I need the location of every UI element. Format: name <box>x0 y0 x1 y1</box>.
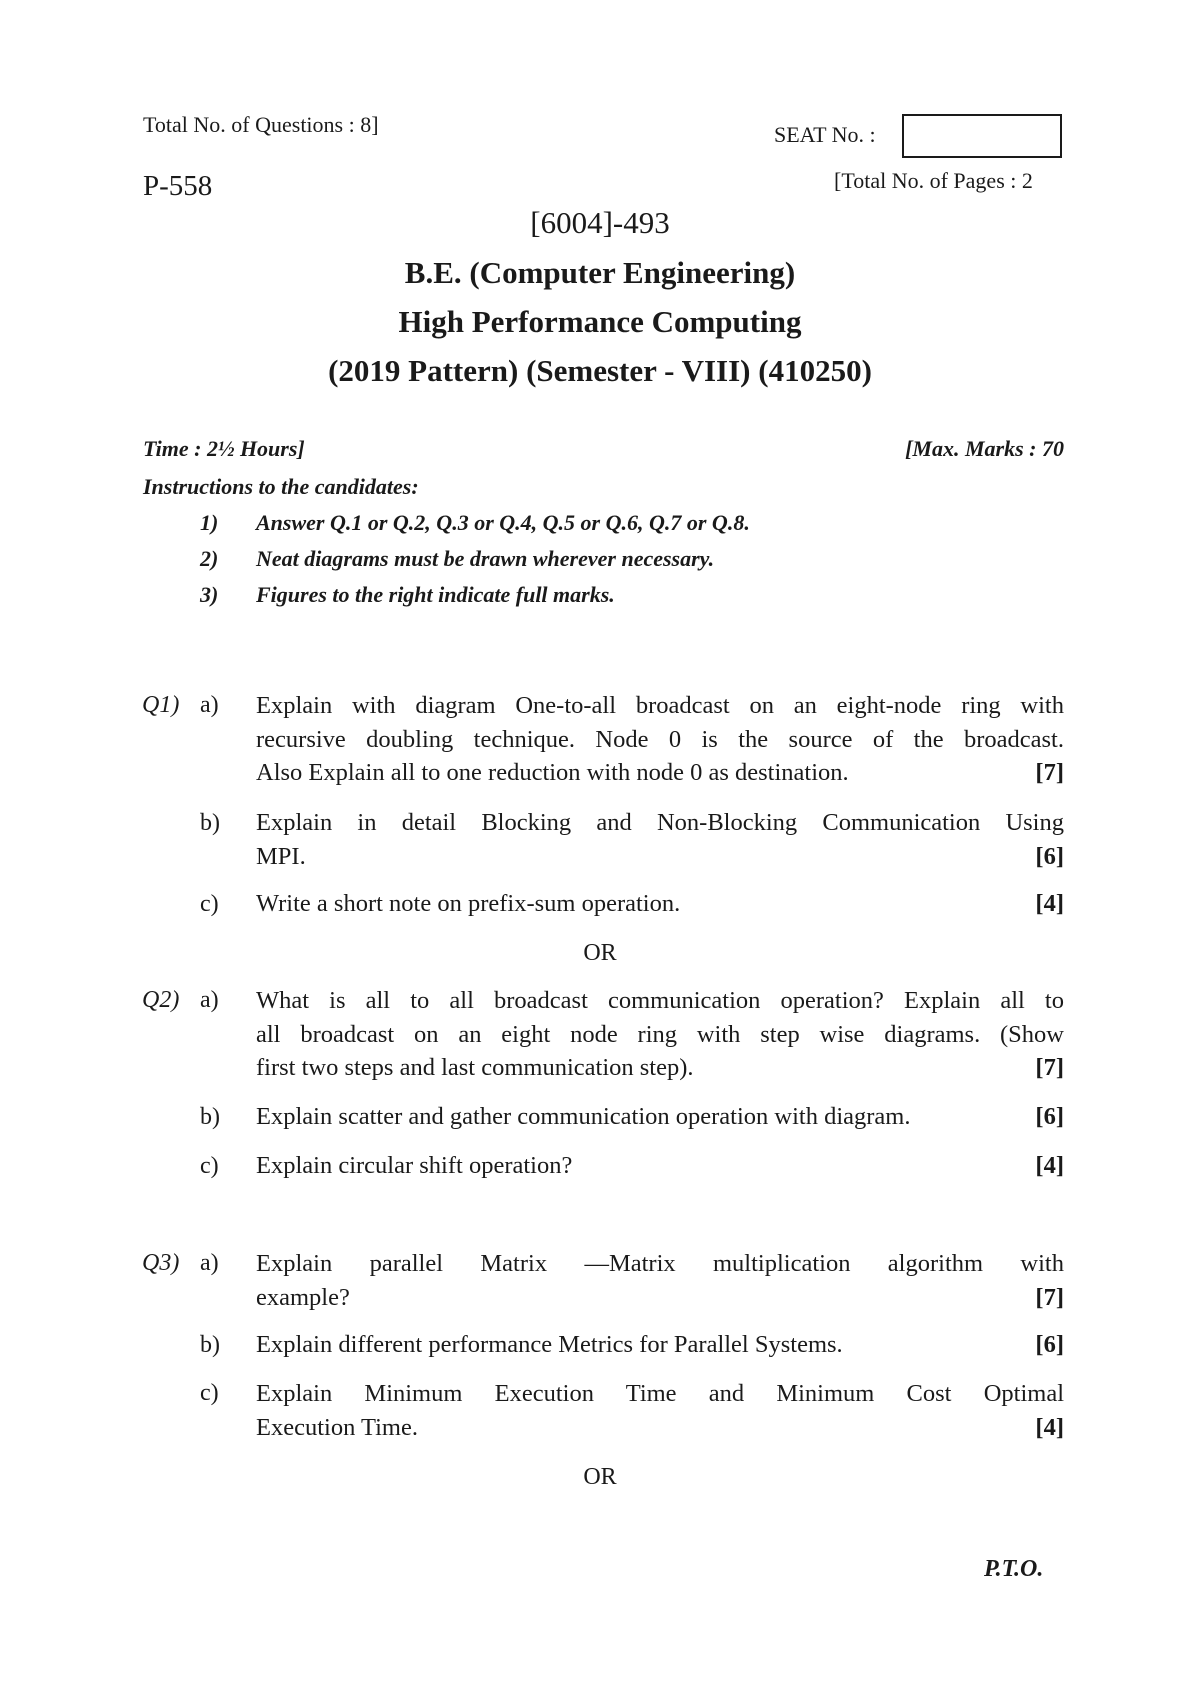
time-allowed: Time : 2½ Hours] <box>143 436 305 461</box>
question-text <box>256 1377 1064 1444</box>
instructions-heading: Instructions to the candidates: <box>143 474 419 499</box>
pto-footer: P.T.O. <box>984 1556 1044 1582</box>
question-text <box>256 806 1064 873</box>
question-text <box>256 1328 1064 1362</box>
question-label: Q3) <box>142 1250 180 1276</box>
question-line-text: first two steps and last communication step). <box>256 1054 694 1081</box>
question-line-last <box>256 756 1064 790</box>
question-line-text: Explain different performance Metrics for Parallel Systems. <box>256 1331 843 1358</box>
marks: [6] <box>1035 1331 1064 1358</box>
question-line-text: Write a short note on prefix-sum operation. <box>256 890 681 917</box>
subpart-label: b) <box>200 1104 220 1130</box>
question-text <box>256 689 1064 790</box>
subpart-label: b) <box>200 810 220 836</box>
subpart-label: b) <box>200 1332 220 1358</box>
question-line: all broadcast on an eight node ring with step wise diagrams. (Show <box>256 1020 1064 1048</box>
question-line: recursive doubling technique. Node 0 is the source of the broadcast. <box>256 725 1064 753</box>
question-line: Explain in detail Blocking and Non-Blocking Communication Using <box>256 809 1064 836</box>
question-text <box>256 887 1064 921</box>
seat-label: SEAT No. : <box>774 122 876 147</box>
question-line-text: Explain circular shift operation? <box>256 1152 573 1179</box>
subpart-label: c) <box>200 1153 219 1179</box>
question-line-last <box>256 1411 1064 1445</box>
instruction-text: Neat diagrams must be drawn wherever necessary. <box>256 546 715 571</box>
question-line-last <box>256 840 1064 874</box>
instruction-number: 2) <box>200 546 219 571</box>
question-line: What is all to all broadcast communication operation? Explain all to <box>256 987 1064 1014</box>
question-text <box>256 1149 1064 1183</box>
subpart-label: c) <box>200 891 219 917</box>
subpart-label: c) <box>200 1380 219 1406</box>
question-text <box>256 1247 1064 1314</box>
degree-title: B.E. (Computer Engineering) <box>404 255 796 290</box>
marks: [4] <box>1035 1152 1064 1179</box>
subject-title: High Performance Computing <box>398 304 802 339</box>
question-line: Explain with diagram One-to-all broadcast on an eight-node ring with <box>256 692 1064 719</box>
question-text <box>256 1100 1064 1134</box>
marks: [4] <box>1035 1413 1064 1441</box>
exam-code: [6004]-493 <box>530 205 670 240</box>
subpart-label: a) <box>200 692 219 718</box>
or-separator: OR <box>583 1464 617 1490</box>
total-pages: [Total No. of Pages : 2 <box>834 168 1033 193</box>
paper-code: P-558 <box>143 170 213 202</box>
instruction-number: 3) <box>200 582 219 607</box>
or-separator: OR <box>583 940 617 966</box>
question-line: Explain parallel Matrix —Matrix multiplication algorithm with <box>256 1250 1064 1277</box>
question-text <box>256 984 1064 1085</box>
total-questions: Total No. of Questions : 8] <box>143 112 379 137</box>
question-line-text: Execution Time. <box>256 1413 418 1441</box>
pattern-title: (2019 Pattern) (Semester - VIII) (410250) <box>328 353 872 388</box>
marks: [7] <box>1035 1054 1064 1081</box>
question-line-text: Explain scatter and gather communication operation with diagram. <box>256 1103 911 1130</box>
question-label: Q2) <box>142 987 180 1013</box>
question-line-last <box>256 1281 1064 1315</box>
question-label: Q1) <box>142 692 180 718</box>
question-line-last <box>256 1100 1064 1134</box>
question-line-last <box>256 887 1064 921</box>
marks: [6] <box>1035 1103 1064 1130</box>
marks: [7] <box>1035 759 1064 786</box>
marks: [6] <box>1035 842 1064 870</box>
seat-number-box <box>902 114 1062 158</box>
question-line-text: MPI. <box>256 842 306 870</box>
question-line-text: example? <box>256 1283 350 1311</box>
instruction-text: Answer Q.1 or Q.2, Q.3 or Q.4, Q.5 or Q.6, Q.7 or Q.8. <box>256 510 750 535</box>
question-line-last <box>256 1149 1064 1183</box>
question-line-text: Also Explain all to one reduction with node 0 as destination. <box>256 759 849 786</box>
question-line-last <box>256 1051 1064 1085</box>
subpart-label: a) <box>200 1250 219 1276</box>
instruction-number: 1) <box>200 510 219 535</box>
question-line: Explain Minimum Execution Time and Minimum Cost Optimal <box>256 1380 1064 1407</box>
subpart-label: a) <box>200 987 219 1013</box>
max-marks: [Max. Marks : 70 <box>905 436 1064 461</box>
instruction-text: Figures to the right indicate full marks. <box>256 582 615 607</box>
marks: [4] <box>1035 890 1064 917</box>
marks: [7] <box>1035 1283 1064 1311</box>
question-line-last <box>256 1328 1064 1362</box>
